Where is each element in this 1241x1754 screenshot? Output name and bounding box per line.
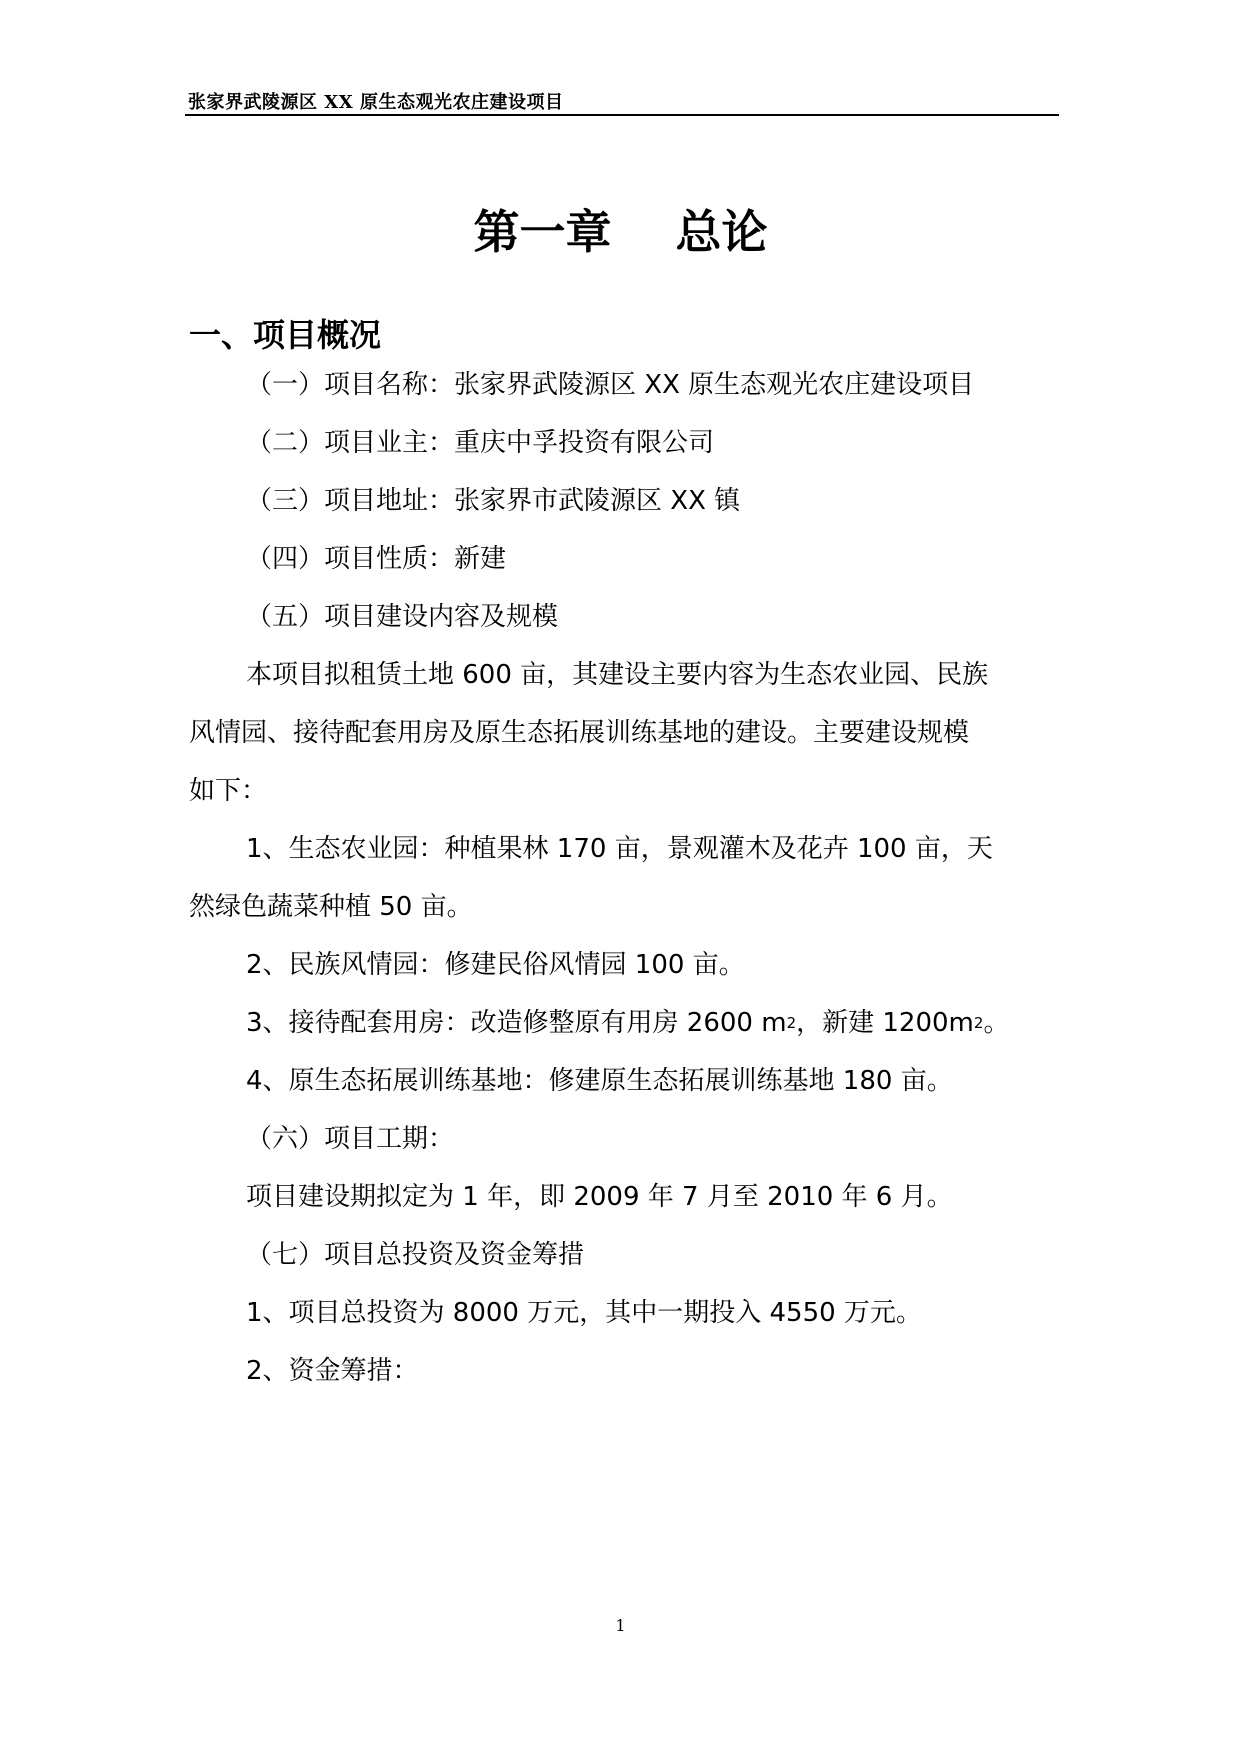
housing-text-2: ，新建 1200m xyxy=(796,1008,974,1038)
list-item-total-investment: 1、项目总投资为 8000 万元，其中一期投入 4550 万元。 xyxy=(246,1298,922,1328)
item-project-name: （一）项目名称：张家界武陵源区 XX 原生态观光农庄建设项目 xyxy=(246,370,975,400)
list-item-reception-housing xyxy=(246,1002,1009,1039)
item-construction-scope-heading: （五）项目建设内容及规模 xyxy=(246,602,559,632)
paragraph-line: 项目建设期拟定为 1 年，即 2009 年 7 月至 2010 年 6 月。 xyxy=(246,1182,953,1212)
list-item-eco-agriculture: 1、生态农业园：种植果林 170 亩，景观灌木及花卉 100 亩，天 xyxy=(246,834,993,864)
housing-text-3: 。 xyxy=(983,1008,1010,1038)
item-project-owner: （二）项目业主：重庆中孚投资有限公司 xyxy=(246,428,715,458)
paragraph-line: 本项目拟租赁土地 600 亩，其建设主要内容为生态农业园、民族 xyxy=(246,660,989,690)
chapter-title: 第一章 总论 xyxy=(473,205,768,259)
section-heading: 一、项目概况 xyxy=(189,316,382,354)
page-number: 1 xyxy=(615,1616,626,1635)
header-rule xyxy=(185,114,1059,116)
item-project-nature: （四）项目性质：新建 xyxy=(246,544,507,574)
paragraph-line: 如下： xyxy=(189,776,268,806)
running-header: 张家界武陵源区 XX 原生态观光农庄建设项目 xyxy=(188,92,564,113)
housing-text-1: 3、接待配套用房：改造修整原有用房 2600 m xyxy=(246,1008,787,1038)
item-investment-heading: （七）项目总投资及资金筹措 xyxy=(246,1240,585,1270)
list-item-eco-agriculture-cont: 然绿色蔬菜种植 50 亩。 xyxy=(189,892,473,922)
list-item-financing: 2、资金筹措： xyxy=(246,1356,419,1386)
list-item-ethnic-park: 2、民族风情园：修建民俗风情园 100 亩。 xyxy=(246,950,745,980)
paragraph-line: 风情园、接待配套用房及原生态拓展训练基地的建设。主要建设规模 xyxy=(189,718,970,748)
superscript-2: 2 xyxy=(786,1014,797,1032)
item-construction-period-heading: （六）项目工期： xyxy=(246,1124,455,1154)
superscript-2: 2 xyxy=(973,1014,984,1032)
list-item-training-base: 4、原生态拓展训练基地：修建原生态拓展训练基地 180 亩。 xyxy=(246,1066,953,1096)
item-project-address: （三）项目地址：张家界市武陵源区 XX 镇 xyxy=(246,486,741,516)
